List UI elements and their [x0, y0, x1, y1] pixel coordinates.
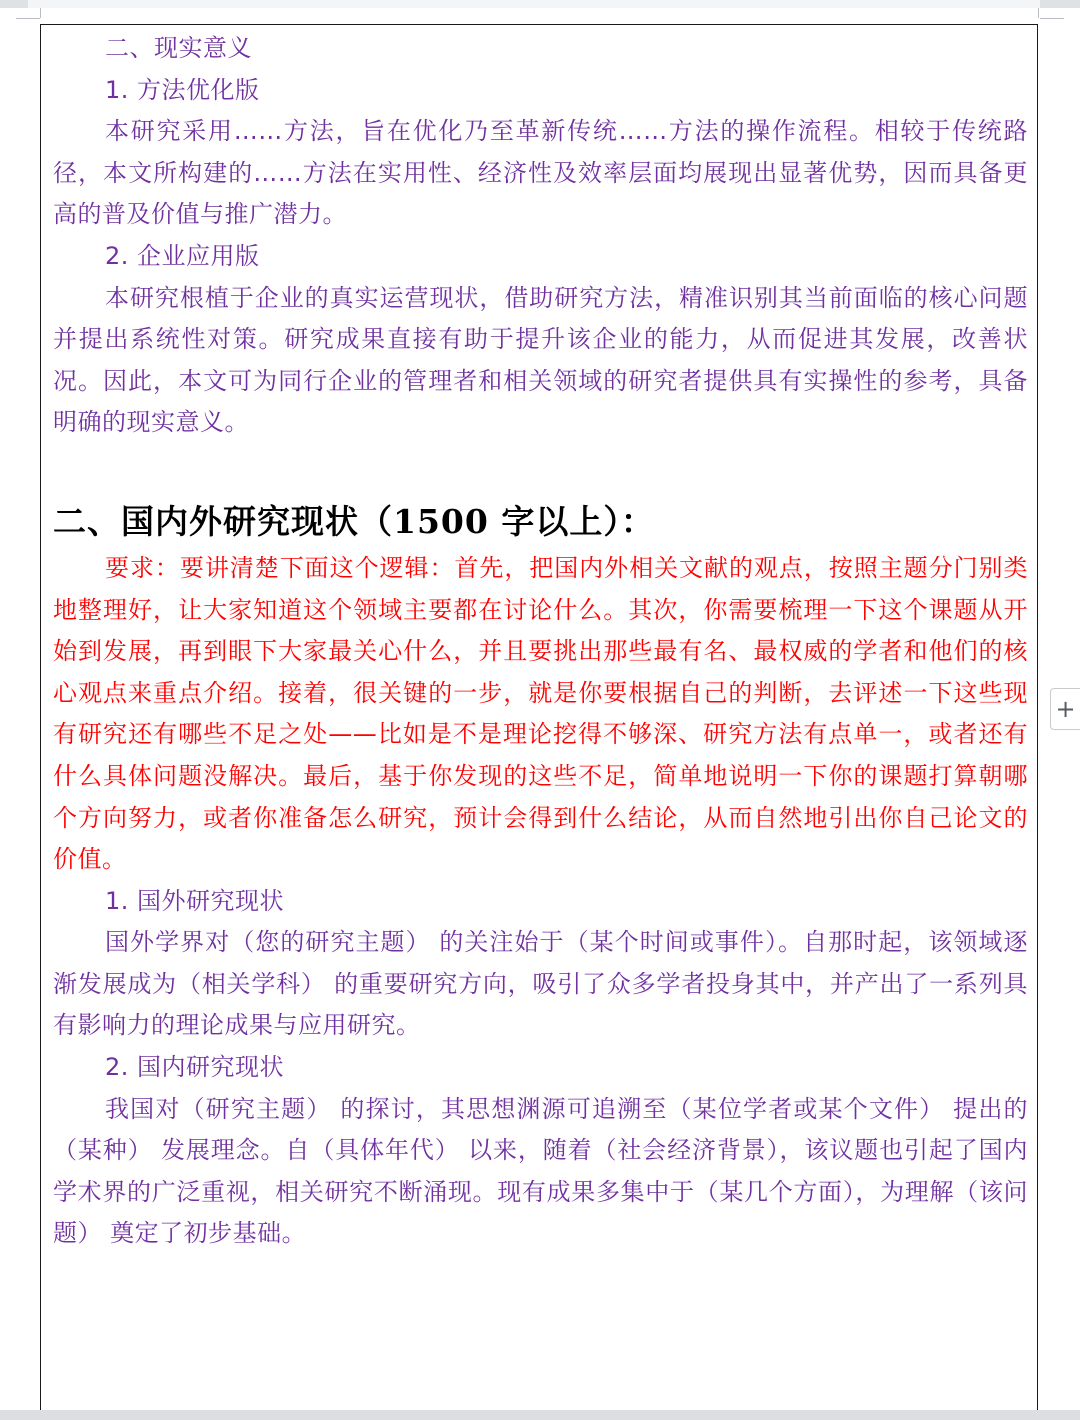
crop-mark-top-right-h [1040, 18, 1064, 19]
domestic-research-paragraph: 我国对（研究主题） 的探讨，其思想渊源可追溯至（某位学者或某个文件） 提出的（某种） 发展理念。自（具体年代） 以来，随着（社会经济背景），该议题也引起了国内学术界的广泛重视，相关研究不断涌现。现有成果多集中于（某几个方面），为理解（该问题） 奠定了初步基础。 [53, 1094, 1028, 1248]
document-body [53, 28, 1028, 1255]
crop-mark-top-left-v [40, 8, 41, 18]
section-heading-research-status: 二、国内外研究现状（1500 字以上）： [53, 501, 655, 541]
foreign-research-paragraph: 国外学界对（您的研究主题） 的关注始于（某个时间或事件）。自那时起，该领域逐渐发展成为（相关学科） 的重要研究方向，吸引了众多学者投身其中，并产出了一系列具有影响力的理论成果与应用研究。 [53, 928, 1028, 1040]
plus-icon: + [1055, 695, 1076, 723]
crop-mark-top-left-h [16, 18, 40, 19]
bottom-scroll-strip [0, 1410, 1080, 1420]
foreign-research-heading: 1. 国外研究现状 [105, 886, 285, 915]
top-scroll-strip [0, 0, 1080, 8]
version-2-heading: 2. 企业应用版 [105, 241, 260, 270]
version-1-paragraph: 本研究采用……方法，旨在优化乃至革新传统……方法的操作流程。相较于传统路径，本文所构建的……方法在实用性、经济性及效率层面均展现出显著优势，因而具备更高的普及价值与推广潜力。 [53, 117, 1028, 229]
document-page [0, 8, 1080, 1410]
version-1-heading: 1. 方法优化版 [105, 75, 260, 104]
requirement-paragraph: 要求：要讲清楚下面这个逻辑：首先，把国内外相关文献的观点，按照主题分门别类地整理好，让大家知道这个领域主要都在讨论什么。其次，你需要梳理一下这个课题从开始到发展，再到眼下大家最关心什么，并且要挑出那些最有名、最权威的学者和他们的核心观点来重点介绍。接着，很关键的一步，就是你要根据自己的判断，去评述一下这些现有研究还有哪些不足之处——比如是不是理论挖得不够深、研究方法有点单一，或者还有什么具体问题没解决。最后，基于你发现的这些不足，简单地说明一下你的课题打算朝哪个方向努力，或者你准备怎么研究，预计会得到什么结论，从而自然地引出你自己论文的价值。 [53, 553, 1028, 874]
subsection-heading-practical-significance: 二、现实意义 [105, 34, 252, 62]
version-2-paragraph: 本研究根植于企业的真实运营现状，借助研究方法，精准识别其当前面临的核心问题并提出系统性对策。研究成果直接有助于提升该企业的能力，从而促进其发展，改善状况。因此，本文可为同行企业的管理者和相关领域的研究者提供具有实操性的参考，具备明确的现实意义。 [53, 283, 1028, 437]
domestic-research-heading: 2. 国内研究现状 [105, 1053, 285, 1082]
add-plus-button[interactable] [1050, 688, 1080, 730]
top-page-edge [28, 0, 1040, 8]
crop-mark-top-right-v [1038, 8, 1039, 18]
